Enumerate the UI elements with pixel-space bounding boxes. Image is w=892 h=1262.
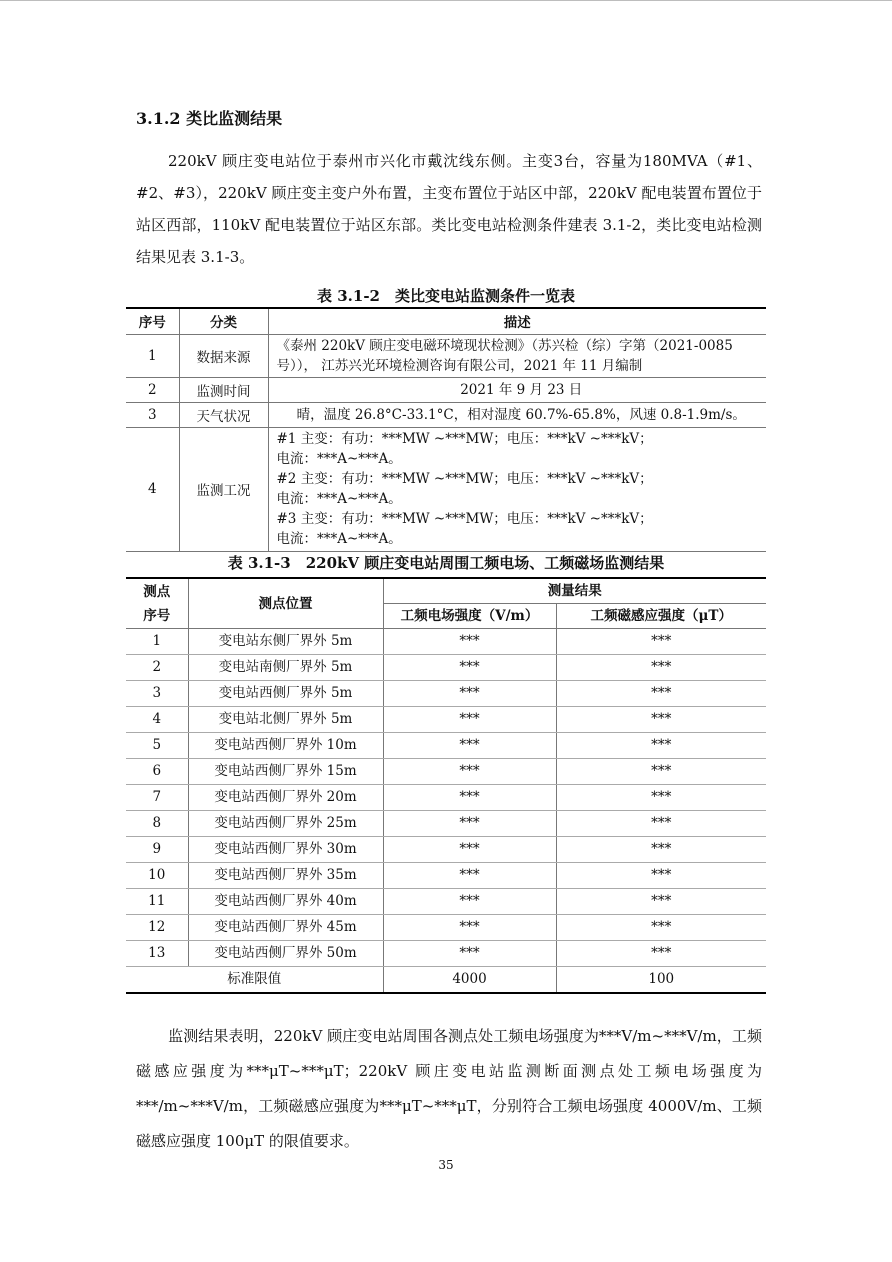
header-location: 测点位置 (188, 578, 383, 629)
row-description (268, 427, 766, 551)
header-serial: 序号 (126, 308, 179, 334)
table-row (126, 915, 766, 941)
point-location: 变电站西侧厂界外 10m (188, 733, 383, 759)
header-results: 测量结果 (383, 578, 766, 604)
b-field-value: *** (556, 681, 766, 707)
header-e-field: 工频电场强度（V/m） (383, 604, 556, 629)
table-1-header-row (126, 308, 766, 334)
point-number: 2 (126, 655, 188, 681)
point-location: 变电站西侧厂界外 50m (188, 941, 383, 967)
description-line: #1 主变：有功：***MW ~***MW；电压：***kV ~***kV； (276, 431, 653, 447)
point-number: 6 (126, 759, 188, 785)
point-location: 变电站西侧厂界外 35m (188, 863, 383, 889)
e-field-value: *** (383, 785, 556, 811)
b-field-value: *** (556, 655, 766, 681)
point-number: 12 (126, 915, 188, 941)
e-field-value: *** (383, 941, 556, 967)
e-field-value: *** (383, 889, 556, 915)
header-point-number (126, 578, 188, 629)
standard-limit-row (126, 967, 766, 994)
table-1-caption: 表 3.1-2 类比变电站监测条件一览表 (317, 287, 575, 305)
header-category: 分类 (179, 308, 268, 334)
description-line: 《泰州 220kV 顾庄变电磁环境现状检测》（苏兴检（综）字第（2021-0085 (276, 337, 733, 354)
point-number: 7 (126, 785, 188, 811)
standard-limit-b-field: 100 (556, 967, 766, 994)
header-b-field: 工频磁感应强度（μT） (556, 604, 766, 629)
description-line: #3 主变：有功：***MW ~***MW；电压：***kV ~***kV； (276, 511, 653, 527)
page-number: 35 (438, 1158, 454, 1172)
row-category: 天气状况 (179, 402, 268, 427)
row-serial: 2 (126, 377, 179, 402)
description-line: 2021 年 9 月 23 日 (460, 381, 583, 398)
table-row (126, 889, 766, 915)
header-description: 描述 (268, 308, 766, 334)
standard-limit-label: 标准限值 (126, 967, 383, 994)
table-row (126, 681, 766, 707)
point-number: 11 (126, 889, 188, 915)
table-row (126, 837, 766, 863)
table-2-caption: 表 3.1-3 220kV 顾庄变电站周围工频电场、工频磁场监测结果 (227, 554, 665, 572)
section-heading: 3.1.2 类比监测结果 (136, 109, 283, 128)
point-number: 5 (126, 733, 188, 759)
b-field-value: *** (556, 629, 766, 655)
b-field-value: *** (556, 811, 766, 837)
point-number: 9 (126, 837, 188, 863)
conclusion-paragraph-text: 监测结果表明，220kV 顾庄变电站周围各测点处工频电场强度为***V/m~***V/m，工频磁感应强度为***μT~***μT；220kV 顾庄变电站监测断面测点处工频电场强度为***/m~***V/m，工频磁感应强度为***μT~***μT，分别符合工频电场强度 4000V/m、工频磁感应强度 100μT 的限值要求。 (136, 1027, 762, 1150)
description-line: 电流：***A~***A。 (276, 451, 402, 467)
b-field-value: *** (556, 889, 766, 915)
intro-paragraph-text: 220kV 顾庄变电站位于泰州市兴化市戴沈线东侧。主变3台，容量为180MVA（#1、#2、#3），220kV 顾庄变主变户外布置，主变布置位于站区中部，220kV 配电装置布置位于站区西部，110kV 配电装置位于站区东部。类比变电站检测条件建表 3.1-2，类比变电站检测结果见表 3.1-3。 (136, 152, 762, 266)
e-field-value: *** (383, 759, 556, 785)
table-row (126, 759, 766, 785)
point-location: 变电站北侧厂界外 5m (188, 707, 383, 733)
point-number: 10 (126, 863, 188, 889)
row-description (268, 377, 766, 402)
e-field-value: *** (383, 733, 556, 759)
point-location: 变电站南侧厂界外 5m (188, 655, 383, 681)
row-serial: 1 (126, 334, 179, 377)
monitoring-conditions-table (126, 307, 766, 552)
table-row (126, 655, 766, 681)
description-line: 电流：***A~***A。 (276, 531, 402, 547)
e-field-value: *** (383, 837, 556, 863)
table-row (126, 629, 766, 655)
table-2-header-row-1 (126, 578, 766, 604)
standard-limit-e-field: 4000 (383, 967, 556, 994)
table-row (126, 377, 766, 402)
header-point-number-line-2: 序号 (143, 607, 171, 624)
e-field-value: *** (383, 863, 556, 889)
description-line: 电流：***A~***A。 (276, 491, 402, 507)
table-row (126, 941, 766, 967)
point-number: 1 (126, 629, 188, 655)
table-row (126, 707, 766, 733)
b-field-value: *** (556, 759, 766, 785)
table-row (126, 863, 766, 889)
conclusion-paragraph (136, 1019, 762, 1159)
b-field-value: *** (556, 915, 766, 941)
point-number: 4 (126, 707, 188, 733)
table-row (126, 811, 766, 837)
b-field-value: *** (556, 941, 766, 967)
table-row (126, 785, 766, 811)
point-number: 13 (126, 941, 188, 967)
b-field-value: *** (556, 733, 766, 759)
point-number: 3 (126, 681, 188, 707)
b-field-value: *** (556, 863, 766, 889)
e-field-value: *** (383, 915, 556, 941)
point-location: 变电站西侧厂界外 25m (188, 811, 383, 837)
b-field-value: *** (556, 785, 766, 811)
e-field-value: *** (383, 707, 556, 733)
table-row (126, 733, 766, 759)
description-line: 晴，温度 26.8°C-33.1°C，相对湿度 60.7%-65.8%，风速 0.8-1.9m/s。 (296, 406, 746, 423)
e-field-value: *** (383, 811, 556, 837)
point-location: 变电站西侧厂界外 5m (188, 681, 383, 707)
intro-paragraph (136, 145, 762, 273)
point-location: 变电站西侧厂界外 20m (188, 785, 383, 811)
b-field-value: *** (556, 707, 766, 733)
row-description (268, 334, 766, 377)
row-description (268, 402, 766, 427)
header-point-number-line-1: 测点 (143, 583, 171, 600)
page-top-rule (0, 0, 892, 1)
point-location: 变电站东侧厂界外 5m (188, 629, 383, 655)
e-field-value: *** (383, 655, 556, 681)
table-row (126, 402, 766, 427)
table-row (126, 334, 766, 377)
monitoring-results-table (126, 577, 766, 994)
row-category: 数据来源 (179, 334, 268, 377)
row-category: 监测时间 (179, 377, 268, 402)
description-line: 号））， 江苏兴光环境检测咨询有限公司，2021 年 11 月编制 (276, 357, 643, 374)
row-serial: 4 (126, 427, 179, 551)
b-field-value: *** (556, 837, 766, 863)
point-location: 变电站西侧厂界外 45m (188, 915, 383, 941)
e-field-value: *** (383, 681, 556, 707)
description-line: #2 主变：有功：***MW ~***MW；电压：***kV ~***kV； (276, 471, 653, 487)
table-row (126, 427, 766, 551)
point-number: 8 (126, 811, 188, 837)
e-field-value: *** (383, 629, 556, 655)
row-category: 监测工况 (179, 427, 268, 551)
point-location: 变电站西侧厂界外 40m (188, 889, 383, 915)
point-location: 变电站西侧厂界外 30m (188, 837, 383, 863)
point-location: 变电站西侧厂界外 15m (188, 759, 383, 785)
row-serial: 3 (126, 402, 179, 427)
